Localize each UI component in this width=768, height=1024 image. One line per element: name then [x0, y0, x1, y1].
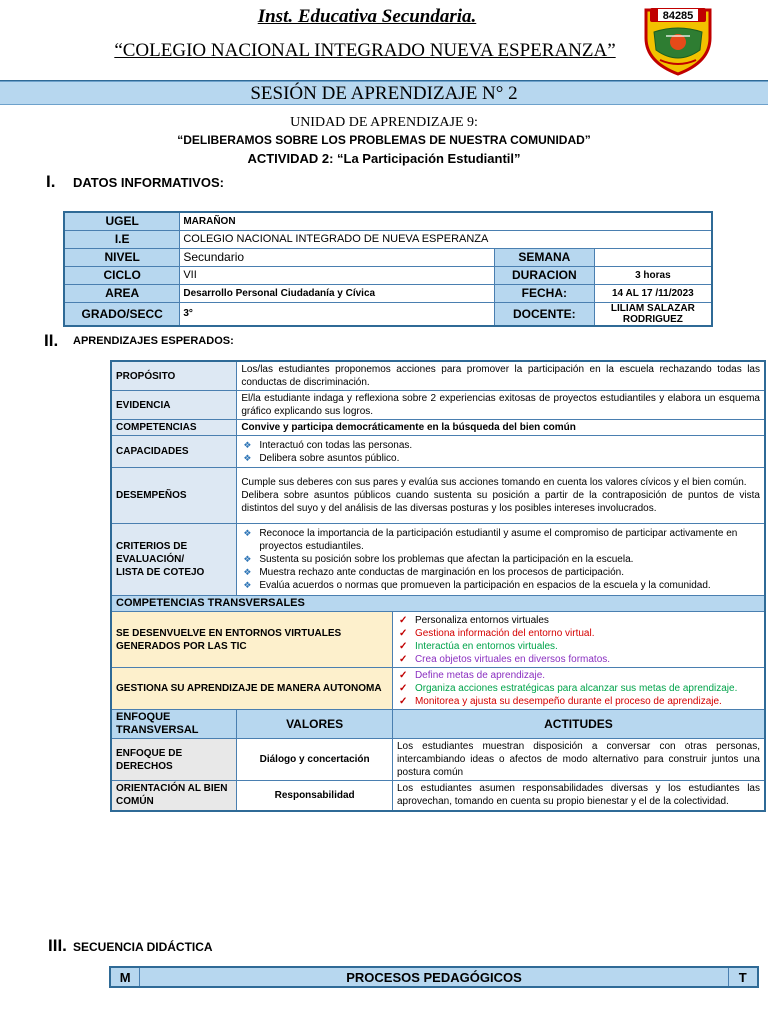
competencias-value: Convive y participa democráticamente en la búsqueda del bien común — [237, 420, 765, 436]
desempeno-1: Cumple sus deberes con sus pares y evalúa sus acciones tomando en cuenta los valores cívicos y el bien común. — [241, 477, 747, 488]
criterio-item: ❖ Muestra rechazo ante conductas de marginación en los procesos de participación. — [241, 566, 760, 579]
desempenos-label: DESEMPEÑOS — [111, 468, 237, 524]
nivel-value: Secundario — [180, 248, 495, 266]
grado-value: 3° — [180, 302, 495, 326]
fecha-value: 14 AL 17 /11/2023 — [594, 284, 712, 302]
docente-value: LILIAM SALAZAR RODRIGUEZ — [594, 302, 712, 326]
valores-header: VALORES — [237, 710, 393, 739]
enfoque-actitud: Los estudiantes asumen responsabilidades diversas y los estudiantes las aprovechan, tomando en cuenta su propio bienestar y el de la colectividad. — [392, 781, 765, 811]
session-title: SESIÓN DE APRENDIZAJE N° 2 — [0, 81, 768, 105]
ugel-label: UGEL — [64, 212, 180, 230]
autonoma-item: ✓ Organiza acciones estratégicas para alcanzar sus metas de aprendizaje. — [397, 682, 760, 695]
tic-item: ✓ Personaliza entornos virtuales — [397, 614, 760, 627]
school-name-text: “COLEGIO NACIONAL INTEGRADO NUEVA ESPERANZA” — [114, 40, 616, 61]
tic-competencia: SE DESENVUELVE EN ENTORNOS VIRTUALES GENERADOS POR LAS TIC — [111, 612, 392, 668]
desempeno-2: Delibera sobre asuntos públicos cuando sustenta su posición a partir de la contraposición de puntos de vista distintos del suyo y del análisis de las diversas posturas y los posibles intereses involucrados. — [241, 490, 760, 514]
semana-label: SEMANA — [494, 248, 594, 266]
tic-list — [392, 612, 765, 668]
ugel-value: MARAÑON — [180, 212, 712, 230]
autonoma-competencia: GESTIONA SU APRENDIZAJE DE MANERA AUTONOMA — [111, 668, 392, 710]
criterios-label-line: LISTA DE COTEJO — [116, 567, 205, 578]
tic-item: ✓ Crea objetos virtuales en diversos formatos. — [397, 653, 760, 666]
fecha-label: FECHA: — [494, 284, 594, 302]
enfoque-valor: Diálogo y concertación — [237, 739, 393, 781]
competencias-label: COMPETENCIAS — [111, 420, 237, 436]
actitudes-header: ACTITUDES — [392, 710, 765, 739]
evidencia-label: EVIDENCIA — [111, 391, 237, 420]
ie-label: I.E — [64, 230, 180, 248]
col-t-header: T — [728, 967, 758, 987]
competencias-transversales-header: COMPETENCIAS TRANSVERSALES — [111, 596, 765, 612]
criterio-item: ❖ Evalúa acuerdos o normas que promueven la participación en espacios de la escuela y la comunidad. — [241, 579, 760, 592]
criterios-label-line: EVALUACIÓN/ — [116, 554, 185, 565]
tic-item: ✓ Gestiona información del entorno virtual. — [397, 627, 760, 640]
aprendizajes-table — [110, 360, 766, 812]
logo-number: 84285 — [662, 10, 694, 22]
section-2-title: APRENDIZAJES ESPERADOS: — [73, 335, 234, 347]
institution-title: Inst. Educativa Secundaria. — [257, 6, 477, 27]
autonoma-list — [392, 668, 765, 710]
area-value: Desarrollo Personal Ciudadanía y Cívica — [180, 284, 495, 302]
area-label: AREA — [64, 284, 180, 302]
enfoque-name: ORIENTACIÓN AL BIEN COMÚN — [111, 781, 237, 811]
criterios-label-line: CRITERIOS DE — [116, 541, 188, 552]
capacidad-item: ❖ Interactuó con todas las personas. — [241, 439, 760, 452]
enfoque-header: ENFOQUE TRANSVERSAL — [111, 710, 237, 739]
unit-subtitle: “DELIBERAMOS SOBRE LOS PROBLEMAS DE NUESTRA COMUNIDAD” — [177, 133, 591, 147]
tic-item: ✓ Interactúa en entornos virtuales. — [397, 640, 760, 653]
section-3-title: SECUENCIA DIDÁCTICA — [73, 940, 213, 954]
evidencia-value: El/la estudiante indaga y reflexiona sobre 2 experiencias exitosas de proyectos estudiantiles y elabora un esquema gráfico explicando sus logros. — [237, 391, 765, 420]
activity-title: ACTIVIDAD 2: “La Participación Estudiantil” — [247, 151, 521, 166]
school-logo-icon — [640, 4, 716, 76]
section-3-number: III. — [48, 936, 67, 955]
criterio-item: ❖ Reconoce la importancia de la participación estudiantil y asume el compromiso de participar activamente en proyectos estudiantiles. — [241, 527, 760, 553]
col-m-header: M — [110, 967, 140, 987]
enfoque-valor: Responsabilidad — [237, 781, 393, 811]
grado-label: GRADO/SECC — [64, 302, 180, 326]
proposito-value: Los/las estudiantes proponemos acciones para promover la participación en la escuela rechazando todas las conductas de discriminación. — [237, 361, 765, 391]
col-procesos-header: PROCESOS PEDAGÓGICOS — [140, 967, 728, 987]
proposito-label: PROPÓSITO — [111, 361, 237, 391]
unit-title: UNIDAD DE APRENDIZAJE 9: — [290, 115, 478, 130]
capacidades-list — [237, 436, 765, 468]
datos-informativos-table — [63, 211, 713, 327]
criterios-list — [237, 524, 765, 596]
section-1-number: I. — [46, 172, 56, 191]
ie-value: COLEGIO NACIONAL INTEGRADO DE NUEVA ESPERANZA — [180, 230, 712, 248]
nivel-label: NIVEL — [64, 248, 180, 266]
capacidad-item: ❖ Delibera sobre asuntos público. — [241, 452, 760, 465]
ciclo-label: CICLO — [64, 266, 180, 284]
capacidades-label: CAPACIDADES — [111, 436, 237, 468]
section-1-title: DATOS INFORMATIVOS: — [73, 175, 224, 190]
duracion-label: DURACION — [494, 266, 594, 284]
section-2-number: II. — [44, 331, 59, 350]
school-name — [40, 40, 690, 62]
enfoque-name: ENFOQUE DE DERECHOS — [111, 739, 237, 781]
autonoma-item: ✓ Define metas de aprendizaje. — [397, 669, 760, 682]
criterio-item: ❖ Sustenta su posición sobre los problemas que afectan la participación en la escuela. — [241, 553, 760, 566]
docente-label: DOCENTE: — [494, 302, 594, 326]
semana-value — [594, 248, 712, 266]
desempenos-value — [237, 468, 765, 524]
autonoma-item: ✓ Monitorea y ajusta su desempeño durante el proceso de aprendizaje. — [397, 695, 760, 708]
ciclo-value: VII — [180, 266, 495, 284]
criterios-label — [111, 524, 237, 596]
duracion-value: 3 horas — [594, 266, 712, 284]
secuencia-table — [109, 966, 759, 988]
enfoque-actitud: Los estudiantes muestran disposición a conversar con otras personas, intercambiando ideas o afectos de modo alternativo para construir juntos una postura común — [392, 739, 765, 781]
